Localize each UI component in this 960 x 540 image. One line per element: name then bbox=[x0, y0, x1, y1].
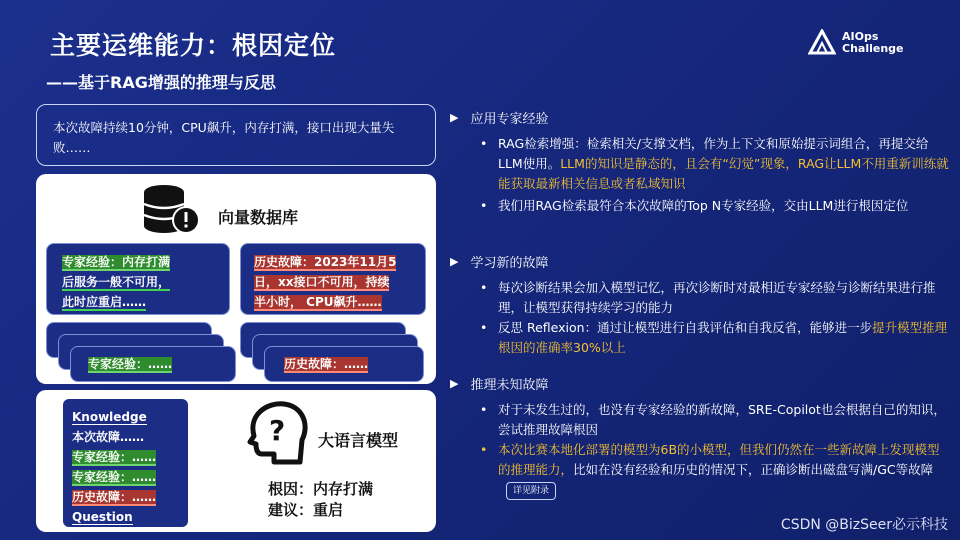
dot-icon: • bbox=[480, 198, 488, 213]
dot-icon: • bbox=[480, 136, 488, 151]
bullet-text: 我们用RAG检索最符合本次故障的Top N专家经验，交由LLM进行根因定位 bbox=[498, 198, 909, 213]
prompt-current-fault: 本次故障…… bbox=[72, 430, 145, 444]
history-line-3: 半小时， CPU飙升…… bbox=[254, 295, 382, 309]
prompt-knowledge bbox=[72, 407, 179, 427]
logo-text-challenge: Challenge bbox=[842, 42, 904, 55]
prompt-question-text: Question bbox=[72, 510, 133, 524]
section-head-text: 学习新的故障 bbox=[470, 256, 549, 271]
history-line-2: 日，xx接口不可用，持续 bbox=[254, 275, 390, 289]
section-apply-expert bbox=[450, 108, 548, 127]
triangle-bullet-icon: ▶ bbox=[450, 377, 459, 390]
history-card-text bbox=[254, 252, 396, 312]
watermark: CSDN @BizSeer必示科技 bbox=[780, 517, 948, 533]
expert-line-2: 后服务一般不可用， bbox=[62, 275, 171, 289]
slide-subtitle: ——基于RAG增强的推理与反思 bbox=[46, 73, 276, 92]
llm-prompt-list bbox=[63, 399, 188, 527]
prompt-expert-2-text: 专家经验：…… bbox=[72, 470, 157, 484]
prompt-expert-1 bbox=[72, 447, 179, 467]
triangle-bullet-icon: ▶ bbox=[450, 111, 459, 124]
bullet-text: 反思 Reflexion：通过让模型进行自我评估和自我反省，能够进一步 bbox=[498, 320, 873, 335]
prompt-history-text: 历史故障：…… bbox=[72, 490, 157, 504]
section-infer-unknown bbox=[450, 374, 548, 393]
slide-title: 主要运维能力：根因定位 bbox=[50, 31, 337, 60]
llm-root-cause: 根因：内存打满 bbox=[268, 480, 374, 498]
triangle-bullet-icon: ▶ bbox=[450, 255, 459, 268]
section-head-text: 推理未知故障 bbox=[470, 378, 549, 393]
dot-icon: • bbox=[480, 320, 488, 335]
dot-icon: • bbox=[480, 280, 488, 295]
aiops-logo bbox=[808, 26, 918, 60]
llm-suggestion: 建议：重启 bbox=[268, 501, 344, 519]
bullet-text: 每次诊断结果会加入模型记忆，再次诊断时对最相近专家经验与诊断结果进行推理，让模型获得持续学习的能力 bbox=[498, 280, 936, 315]
bullet-reflexion bbox=[480, 318, 950, 358]
database-warning-icon bbox=[138, 182, 208, 240]
vector-db-title: 向量数据库 bbox=[218, 208, 299, 227]
prompt-history bbox=[72, 487, 179, 507]
expert-small-text: 专家经验：…… bbox=[88, 357, 173, 371]
bullet-text: 比如在没有经验和历史的情况下，正确诊断出磁盘写满/GC等故障 bbox=[573, 462, 934, 477]
bullet-text-highlight: 提升模型推理根因的准确率30%以上 bbox=[498, 320, 948, 355]
bullet-topn bbox=[480, 196, 950, 216]
history-card-small-label bbox=[284, 354, 368, 374]
dot-icon: • bbox=[480, 442, 488, 457]
llm-result bbox=[268, 479, 373, 521]
expert-line-3: 此时应重启…… bbox=[62, 295, 147, 309]
bullet-memory bbox=[480, 278, 950, 318]
prompt-expert-2 bbox=[72, 467, 179, 487]
dot-icon: • bbox=[480, 402, 488, 417]
prompt-question bbox=[72, 507, 179, 527]
aiops-logo-icon bbox=[808, 29, 836, 57]
prompt-knowledge-text: Knowledge bbox=[72, 410, 147, 424]
bullet-text: 对于未发生过的，也没有专家经验的新故障，SRE-Copilot也会根据自己的知识，尝试推理故障根因 bbox=[498, 402, 946, 437]
expert-line-1: 专家经验：内存打满 bbox=[62, 255, 171, 269]
brain-head-icon bbox=[244, 400, 310, 468]
fault-query-box: 本次故障持续10分钟，CPU飙升，内存打满，接口出现大量失败…… bbox=[36, 104, 436, 166]
llm-title: 大语言模型 bbox=[318, 431, 399, 450]
bullet-text: RAG检索增强：检索相关/支撑文档，作为上下文和原始提示词组合，再提交给LLM使用。 bbox=[498, 136, 929, 171]
logo-text-aiops: AIOps bbox=[842, 30, 879, 43]
bullet-text-highlight: 本次比赛本地化部署的模型为6B的小模型，但我们仍然在一些新故障上发现模型的推理能力， bbox=[498, 442, 940, 477]
history-small-text: 历史故障：…… bbox=[284, 357, 369, 371]
history-line-1: 历史故障：2023年11月5 bbox=[254, 255, 397, 269]
bullet-rag bbox=[480, 134, 950, 194]
expert-card-small-label bbox=[88, 354, 172, 374]
svg-text:?: ? bbox=[269, 414, 286, 447]
expert-card-text bbox=[62, 252, 170, 312]
bullet-text-highlight: LLM的知识是静态的，且会有“幻觉”现象，RAG让LLM不用重新训练就能获取最新相关信息或者私域知识 bbox=[498, 156, 949, 191]
section-learn-new bbox=[450, 252, 548, 271]
bullet-6b-model bbox=[480, 440, 950, 500]
section-head-text: 应用专家经验 bbox=[470, 112, 549, 127]
bullet-unknown bbox=[480, 400, 950, 440]
prompt-expert-1-text: 专家经验：…… bbox=[72, 450, 157, 464]
appendix-tag: 详见附录 bbox=[506, 482, 556, 500]
